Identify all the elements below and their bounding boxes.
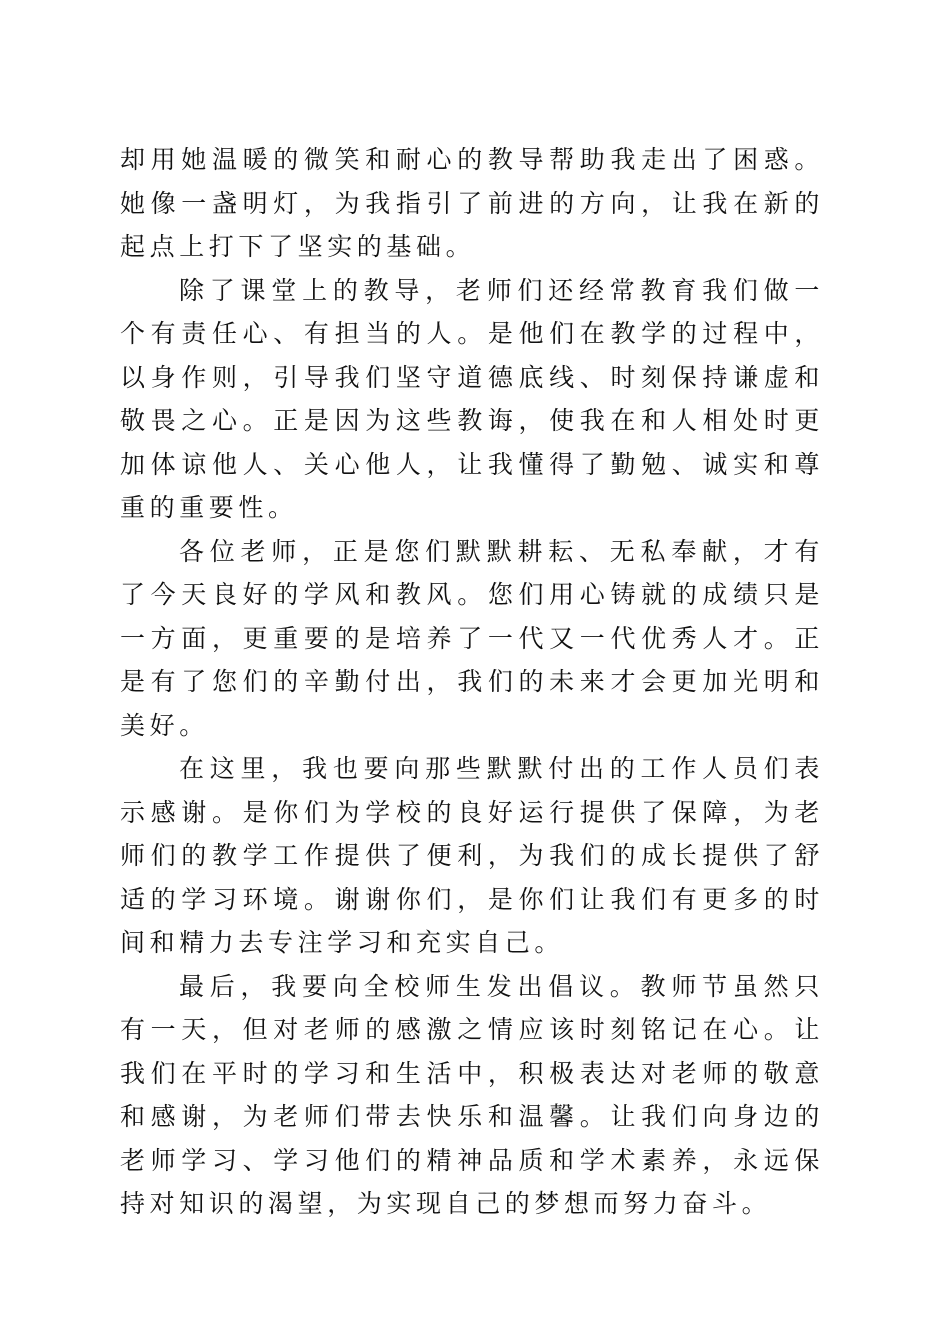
paragraph-continuation: 却用她温暖的微笑和耐心的教导帮助我走出了困惑。她像一盏明灯，为我指引了前进的方向，让我在新的起点上打下了坚实的基础。 (120, 145, 824, 261)
paragraph-moral-education: 除了课堂上的教导，老师们还经常教育我们做一个有责任心、有担当的人。是他们在教学的过程中，以身作则，引导我们坚守道德底线、时刻保持谦虚和敬畏之心。正是因为这些教诲，使我在和人相处时更加体谅他人、关心他人，让我懂得了勤勉、诚实和尊重的重要性。 (120, 275, 824, 522)
document-body (120, 138, 824, 1226)
paragraph-closing-appeal: 最后，我要向全校师生发出倡议。教师节虽然只有一天，但对老师的感激之情应该时刻铭记在心。让我们在平时的学习和生活中，积极表达对老师的敬意和感谢，为老师们带去快乐和温馨。让我们向身边的老师学习、学习他们的精神品质和学术素养，永远保持对知识的渴望，为实现自己的梦想而努力奋斗。 (120, 971, 824, 1218)
paragraph-teachers-dedication: 各位老师，正是您们默默耕耘、无私奉献，才有了今天良好的学风和教风。您们用心铸就的成绩只是一方面，更重要的是培养了一代又一代优秀人才。正是有了您们的辛勤付出，我们的未来才会更加光明和美好。 (120, 536, 824, 740)
paragraph-staff-thanks: 在这里，我也要向那些默默付出的工作人员们表示感谢。是你们为学校的良好运行提供了保障，为老师们的教学工作提供了便利，为我们的成长提供了舒适的学习环境。谢谢你们，是你们让我们有更多的时间和精力去专注学习和充实自己。 (120, 754, 824, 957)
